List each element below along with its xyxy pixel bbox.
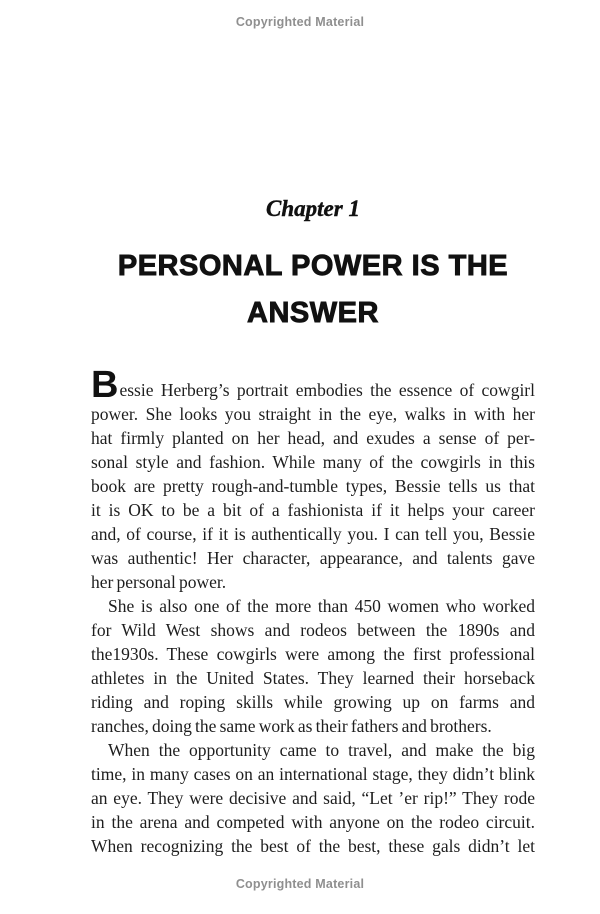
dropcap-initial: B: [91, 364, 119, 406]
paragraph-2-line-1: She is also one of the more than 450 women who worked: [108, 596, 535, 616]
chapter-label: Chapter 1: [266, 196, 360, 221]
paragraph-1-line-1: [91, 364, 535, 406]
paragraph-1-line-6: it is OK to be a bit of a fashionista if it helps your career: [91, 500, 535, 520]
paragraph-1-line-8: was authentic! Her character, appearance, and talents gave: [91, 548, 535, 568]
paragraph-1-line-3: hat firmly planted on her head, and exudes a sense of per-: [91, 428, 535, 448]
paragraph-3-line-2: time, in many cases on an international stage, they didn’t blink: [91, 764, 535, 784]
paragraph-1-line-7: and, of course, if it is authentically you. I can tell you, Bessie: [91, 524, 535, 544]
paragraph-2-line-6: ranches, doing the same work as their fathers and brothers.: [91, 716, 492, 736]
paragraph-1-line-4: sonal style and fashion. While many of the cowgirls in this: [91, 452, 535, 472]
paragraph-2-line-5: riding and roping skills while growing up on farms and: [91, 692, 535, 712]
paragraph-3-line-4: in the arena and competed with anyone on the rodeo circuit.: [91, 812, 535, 832]
paragraph-2-line-2: for Wild West shows and rodeos between the 1890s and: [91, 620, 535, 640]
paragraph-2-line-4: athletes in the United States. They learned their horseback: [91, 668, 535, 688]
body-text: [91, 364, 535, 858]
paragraph-2-line-3: the1930s. These cowgirls were among the first professional: [91, 644, 535, 664]
chapter-title: [61, 243, 565, 337]
chapter-title-line2: ANSWER: [247, 297, 379, 329]
chapter-title-line1: PERSONAL POWER IS THE: [117, 250, 509, 282]
paragraph-1-line-9: her personal power.: [91, 572, 227, 592]
paragraph-1-line-1-text: essie Herberg’s portrait embodies the essence of cowgirl: [119, 380, 535, 400]
paragraph-3-line-1: When the opportunity came to travel, and make the big: [108, 740, 535, 760]
copyright-notice-top: Copyrighted Material: [235, 15, 365, 29]
paragraph-3-line-5: When recognizing the best of the best, these gals didn’t let: [91, 836, 535, 856]
paragraph-1-line-5: book are pretty rough-and-tumble types, Bessie tells us that: [91, 476, 535, 496]
copyright-notice-bottom: Copyrighted Material: [235, 877, 365, 891]
paragraph-1-line-2: power. She looks you straight in the eye, walks in with her: [91, 404, 535, 424]
paragraph-3-line-3: an eye. They were decisive and said, “Let ’er rip!” They rode: [91, 788, 535, 808]
